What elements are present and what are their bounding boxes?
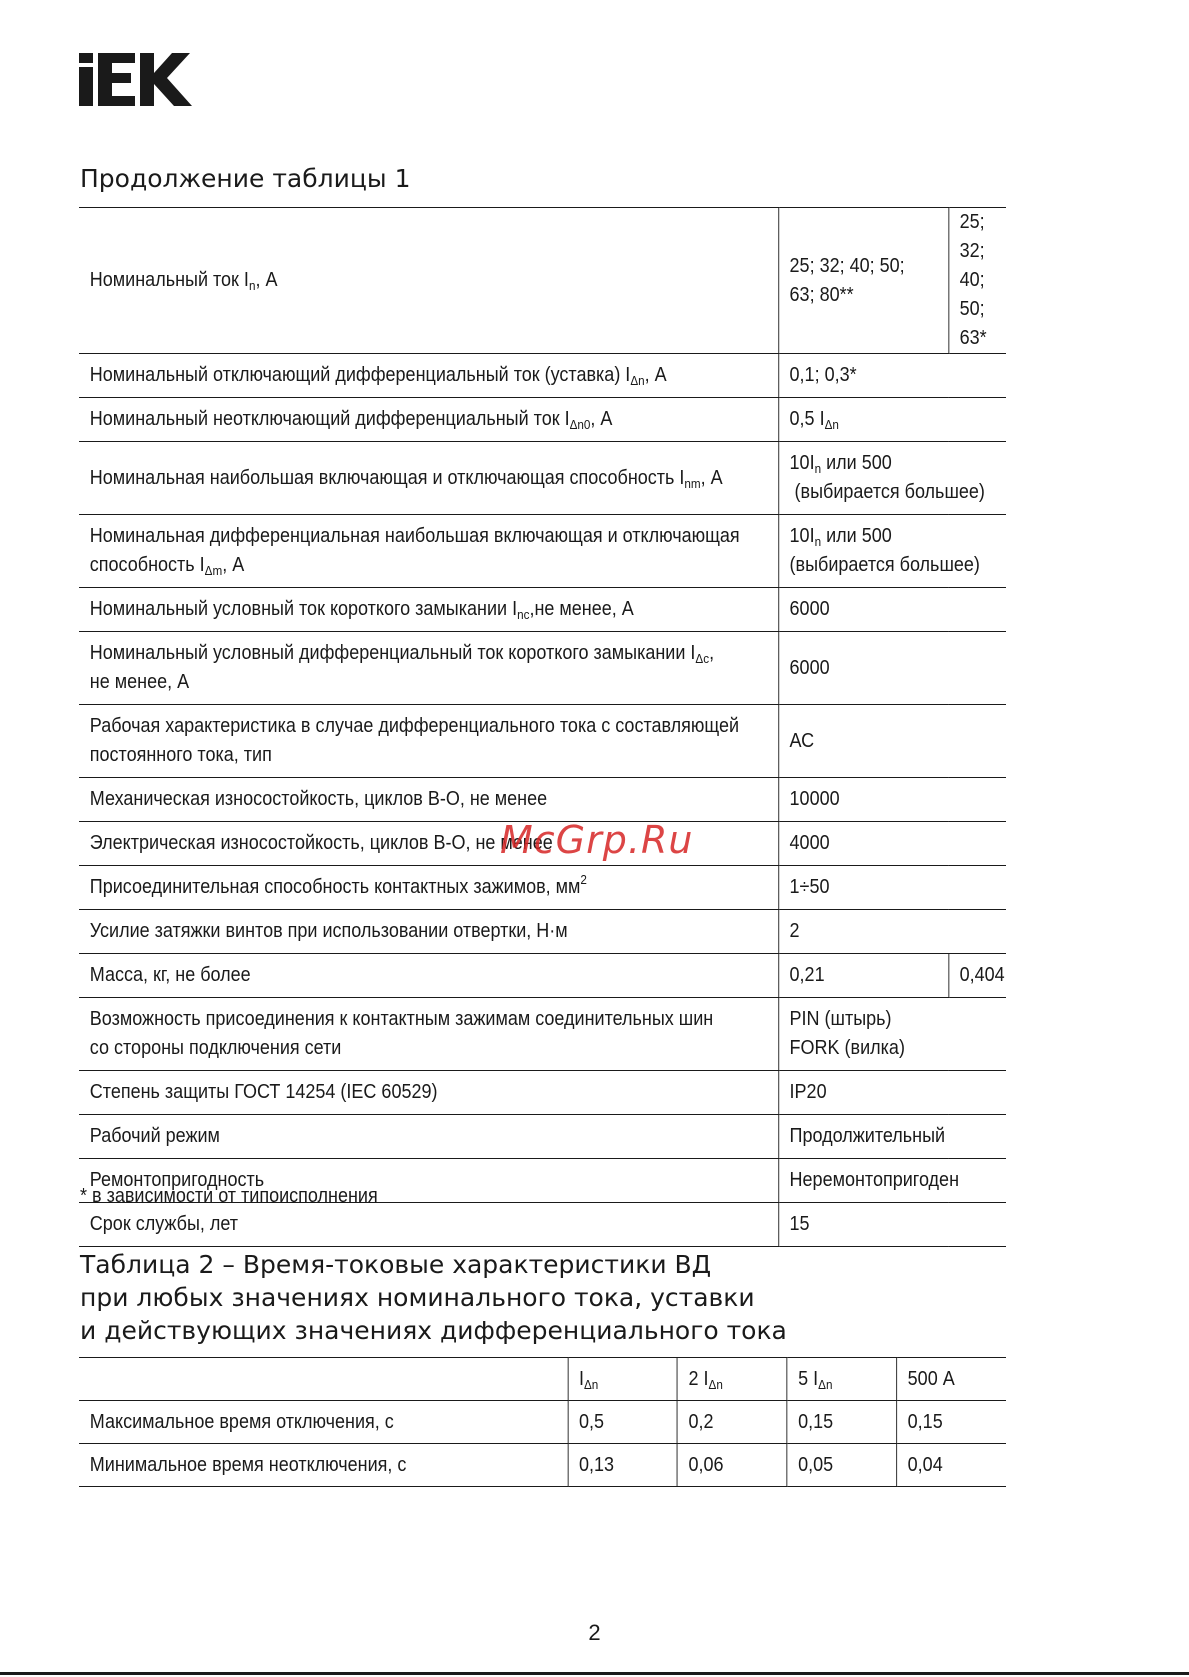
row-value: 1÷50 <box>778 866 1006 910</box>
header-cell <box>79 1358 568 1401</box>
table-row <box>79 1071 1006 1115</box>
row-value: 0,404 <box>948 954 1006 998</box>
row-label: Номинальный отключающий дифференциальный ток (уставка) $I_{\Delta n}$, А <box>79 354 778 398</box>
table-row <box>79 442 1006 515</box>
row-value: АС <box>778 705 1006 778</box>
row-label: Номинальный неотключающий дифференциальный ток $I_{\Delta n0}$, А <box>79 398 778 442</box>
row-label: Электрическая износостойкость, циклов В-О, не менее <box>79 822 778 866</box>
row-label: Номинальная наибольшая включающая и отключающая способность $I_{nm}$, А <box>79 442 778 515</box>
row-value: $10I_n$ или 500 (выбирается большее) <box>778 442 1006 515</box>
row-value: IP20 <box>778 1071 1006 1115</box>
table-row <box>79 1115 1006 1159</box>
row-label: Возможность присоединения к контактным зажимам соединительных шин со стороны подключения сети <box>79 998 778 1071</box>
row-value: 0,13 <box>568 1444 678 1487</box>
row-label: Номинальный условный дифференциальный ток короткого замыкании $I_{\Delta c}$, не менее, А <box>79 632 778 705</box>
row-value: 0,2 <box>677 1401 787 1444</box>
table-row <box>79 1401 1006 1444</box>
row-value: 10000 <box>778 778 1006 822</box>
table-row <box>79 588 1006 632</box>
row-value: 0,06 <box>677 1444 787 1487</box>
row-value: 2 <box>778 910 1006 954</box>
row-value: 0,5 <box>568 1401 678 1444</box>
row-label: Минимальное время неотключения, с <box>79 1444 568 1487</box>
row-value: 15 <box>778 1203 1006 1247</box>
table-row <box>79 1444 1006 1487</box>
header-cell: $I_{\Delta n}$ <box>568 1358 678 1401</box>
row-label: Масса, кг, не более <box>79 954 778 998</box>
bottom-rule <box>0 1672 1189 1675</box>
row-value: $10I_n$ или 500 (выбирается большее) <box>778 515 1006 588</box>
table-row <box>79 705 1006 778</box>
table-row <box>79 515 1006 588</box>
row-value: 0,21 <box>778 954 948 998</box>
table-row <box>79 398 1006 442</box>
time-current-table <box>79 1357 1006 1487</box>
row-value: PIN (штырь) FORK (вилка) <box>778 998 1006 1071</box>
page-number: 2 <box>588 1620 601 1645</box>
table-row <box>79 998 1006 1071</box>
header-cell: 5 $I_{\Delta n}$ <box>787 1358 897 1401</box>
table-row <box>79 910 1006 954</box>
row-value: 0,04 <box>896 1444 1006 1487</box>
row-value: 0,05 <box>787 1444 897 1487</box>
table1-footnote: * в зависимости от типоисполнения <box>80 1185 378 1207</box>
row-value: Неремонтопригоден <box>778 1159 1006 1203</box>
row-value: 6000 <box>778 632 1006 705</box>
row-label: Степень защиты ГОСТ 14254 (IEC 60529) <box>79 1071 778 1115</box>
row-value: Продолжительный <box>778 1115 1006 1159</box>
row-label: Усилие затяжки винтов при использовании отвертки, Н·м <box>79 910 778 954</box>
table-row <box>79 866 1006 910</box>
table-row <box>79 354 1006 398</box>
table-row <box>79 954 1006 998</box>
row-value: 6000 <box>778 588 1006 632</box>
row-label: Номинальная дифференциальная наибольшая включающая и отключающая способность $I_{\Delta m}$, А <box>79 515 778 588</box>
row-label: Срок службы, лет <box>79 1203 778 1247</box>
row-value: 0,1; 0,3* <box>778 354 1006 398</box>
row-label: Номинальный ток $I_n$, А <box>79 208 778 354</box>
table2-title: Таблица 2 – Время-токовые характеристики ВД при любых значениях номинального тока, уставки и действующих значениях дифференциального тока <box>80 1250 787 1345</box>
row-label: Номинальный условный ток короткого замыкании $I_{nc},не$ менее, А <box>79 588 778 632</box>
header-cell: 2 $I_{\Delta n}$ <box>677 1358 787 1401</box>
row-label: Присоединительная способность контактных зажимов, $мм^2$ <box>79 866 778 910</box>
row-label: Рабочий режим <box>79 1115 778 1159</box>
table-row <box>79 632 1006 705</box>
watermark: McGrp.Ru <box>500 818 694 862</box>
table-row <box>79 208 1006 354</box>
row-value: 4000 <box>778 822 1006 866</box>
row-value: 25; 32; 40; 50; 63; 80** <box>778 208 948 354</box>
row-label: Рабочая характеристика в случае дифференциального тока с составляющей постоянного тока, тип <box>79 705 778 778</box>
row-label: Механическая износостойкость, циклов В-О, не менее <box>79 778 778 822</box>
row-value: 25; 32; 40; 50; 63* <box>948 208 1006 354</box>
table-row <box>79 1203 1006 1247</box>
row-label: Ремонтопригодность <box>79 1159 778 1203</box>
row-value: 0,5 $I_{\Delta n}$ <box>778 398 1006 442</box>
row-label: Максимальное время отключения, с <box>79 1401 568 1444</box>
row-value: 0,15 <box>787 1401 897 1444</box>
header-cell: 500 А <box>896 1358 1006 1401</box>
table-row <box>79 778 1006 822</box>
spec-table <box>79 207 1006 1247</box>
table-header-row <box>79 1358 1006 1401</box>
row-value: 0,15 <box>896 1401 1006 1444</box>
table1-title: Продолжение таблицы 1 <box>80 164 411 193</box>
iek-logo <box>79 53 193 106</box>
